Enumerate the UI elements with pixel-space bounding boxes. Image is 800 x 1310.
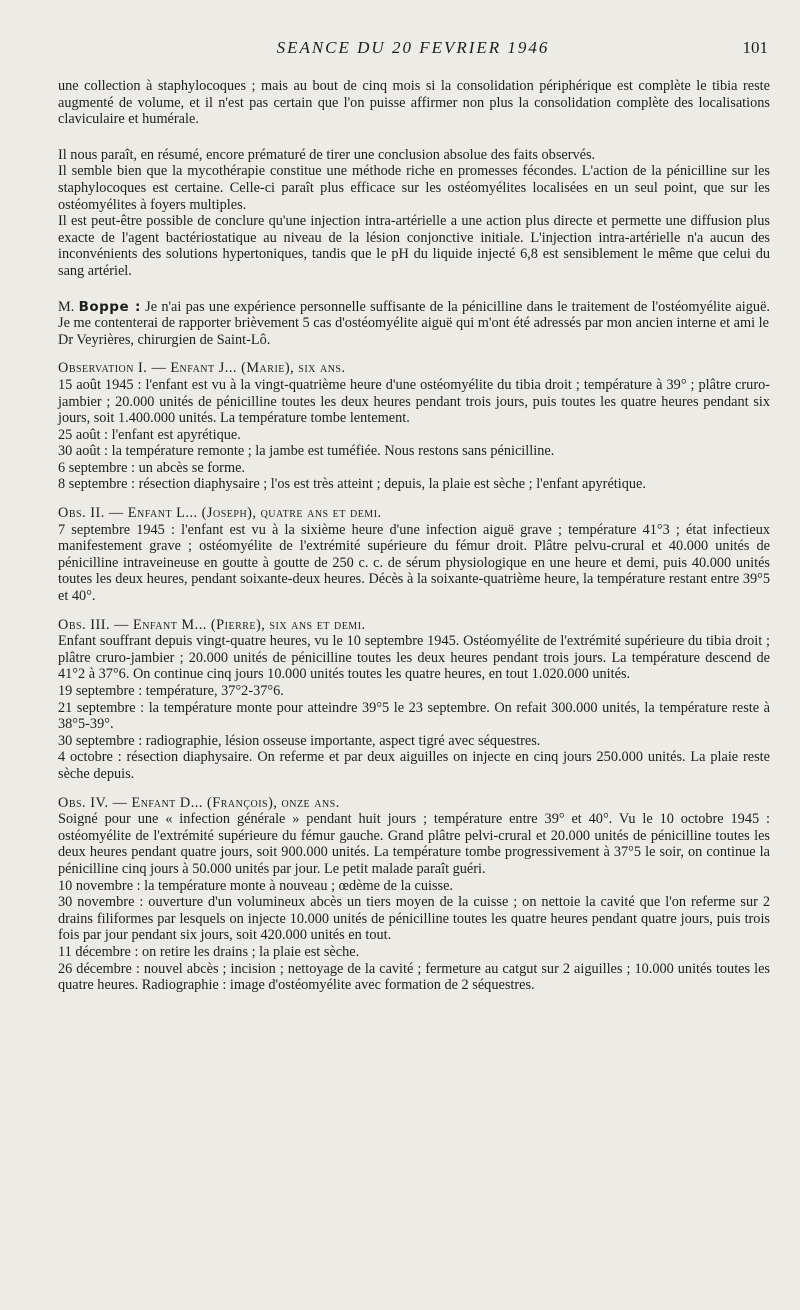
observation-line: 7 septembre 1945 : l'enfant est vu à la sixième heure d'une infection aiguë grave ; température 41°3 ; état infectieux manifestement grave ; ostéomyélite de l'extrémité supérieure du fémur droit. Plâtre pelvu-crural et 40.000 unités de pénicilline intraveineuse en goutte à goutte de 250 c. c. de sérum physiologique en une heure et demi, puis 40.000 unités toutes les deux heures, pendant soixante-deux heures. Décès à la soixante-quatrième heure, la température restant entre 39°5 et 40°. [58,521,770,605]
observation-line: 4 octobre : résection diaphysaire. On referme et par deux aiguilles on injecte en cinq jours 250.000 unités. La plaie reste sèche depuis. [58,749,770,782]
observation-line: 26 décembre : nouvel abcès ; incision ; nettoyage de la cavité ; fermeture au catgut sur 2 aiguilles ; 10.000 unités toutes les quatre heures. Radiographie : image d'ostéomyélite avec formation de 2 séquestres. [58,960,770,994]
speaker-text: Je n'ai pas une expérience personnelle suffisante de la pénicilline dans le traitement de l'ostéomyélite aiguë. Je me contenterai de rapporter brièvement 5 cas d'ostéomyélite aiguë qui m'ont été adressés par mon ancien interne et ami le [58,298,770,332]
observation-line: Enfant souffrant depuis vingt-quatre heures, vu le 10 septembre 1945. Ostéomyélite de l'extrémité supérieure du tibia droit ; plâtre cruro-jambier ; 20.000 unités de pénicilline toutes les deux heures pendant trois jours. La température descend de 41°2 à 37°6. On continue cinq jours 10.000 unités toutes les quatre heures, en tout 1.020.000 unités. [58,633,770,683]
paragraph: Il semble bien que la mycothérapie constitue une méthode riche en promesses fécondes. L'action de la pénicilline sur les staphylocoques est certaine. Celle-ci paraît plus efficace sur les ostéomyélites localisées en un seul point, que sur les ostéomyélites à foyers multiples. [58,163,770,213]
paragraph: Il est peut-être possible de conclure qu'une injection intra-artérielle a une action plus directe et permette une diffusion plus exacte de l'agent bactériostatique au niveau de la lésion conjonctive initiale. L'injection intra-artérielle n'a aucun des inconvénients des solutions hypertoniques, tandis que le pH du liquide injecté 6,8 est sensiblement le même que celui du sang artériel. [58,213,770,279]
observation-line: 15 août 1945 : l'enfant est vu à la vingt-quatrième heure d'une ostéomyélite du tibia droit ; température à 39° ; plâtre cruro-jambier ; 20.000 unités de pénicilline toutes les deux heures pendant trois jours, puis toutes les quatre heures pendant six jours, soit 1.400.000 unités. La température tombe lentement. [58,376,770,427]
observation-line: 21 septembre : la température monte pour atteindre 39°5 le 23 septembre. On refait 300.000 unités, la température reste à 38°5-39°. [58,699,770,733]
observation-line: Soigné pour une « infection générale » pendant huit jours ; température entre 39° et 40°. Vu le 10 octobre 1945 : ostéomyélite de l'extrémité supérieure du fémur gauche. Grand plâtre pelvi-crural et 20.000 unités de pénicilline toutes les deux heures pendant quatre jours, soit 900.000 unités. La température tombe progressivement à 37°5 le soir, on continue la pénicilline cinq jours à 50.000 unités par jour. Le petit malade paraît guéri. [58,811,770,877]
speaker-name: Boppe : [78,298,141,315]
observation-line: 11 décembre : on retire les drains ; la plaie est sèche. [58,943,360,960]
observation-line: 10 novembre : la température monte à nouveau ; œdème de la cuisse. [58,877,454,894]
observation-line: 30 septembre : radiographie, lésion osseuse importante, aspect tigré avec séquestres. [58,732,541,749]
speaker-paragraph [58,299,770,349]
observation-line: 19 septembre : température, 37°2-37°6. [58,683,284,699]
document-body [58,78,770,994]
observation-heading: Obs. III. — Enfant M... (Pierre), six ans et demi. [58,616,366,633]
page-number: 101 [742,38,768,57]
running-header [58,38,768,58]
paragraph: Il nous paraît, en résumé, encore prématuré de tirer une conclusion absolue des faits observés. [58,146,596,163]
observation-heading: Observation I. — Enfant J... (Marie), six ans. [58,360,346,377]
observation-heading: Obs. II. — Enfant L... (Joseph), quatre ans et demi. [58,505,382,522]
observation-line: 6 septembre : un abcès se forme. [58,459,245,476]
observation-line: 30 août : la température remonte ; la jambe est tuméfiée. Nous restons sans pénicilline. [58,443,555,460]
observation-line: 30 novembre : ouverture d'un volumineux abcès un tiers moyen de la cuisse ; on nettoie la cavité que l'on referme sur 2 drains filiformes par lesquels on injecte 10.000 unités de pénicilline toutes les quatre heures pendant quatre jours, puis trois fois par jour pendant six jours, soit 420.000 unités en tout. [58,894,770,944]
dr-abbrev: Dr [58,331,74,348]
speaker-text-tail: Veyrières, chirurgien de Saint-Lô. [76,331,271,348]
speaker-prefix: M. [58,298,75,315]
observation-line: 8 septembre : résection diaphysaire ; l'os est très atteint ; depuis, la plaie est sèche ; l'enfant apyrétique. [58,476,646,493]
observation-line: 25 août : l'enfant est apyrétique. [58,426,241,443]
page-header-title: SEANCE DU 20 FEVRIER 1946 [276,38,550,57]
paragraph: une collection à staphylocoques ; mais au bout de cinq mois si la consolidation périphérique est complète le tibia reste augmenté de volume, et il n'est pas certain que l'on puisse affirmer non plus la consolidation complète des localisations claviculaire et humérale. [58,78,770,128]
observation-heading: Obs. IV. — Enfant D... (François), onze ans. [58,794,340,811]
